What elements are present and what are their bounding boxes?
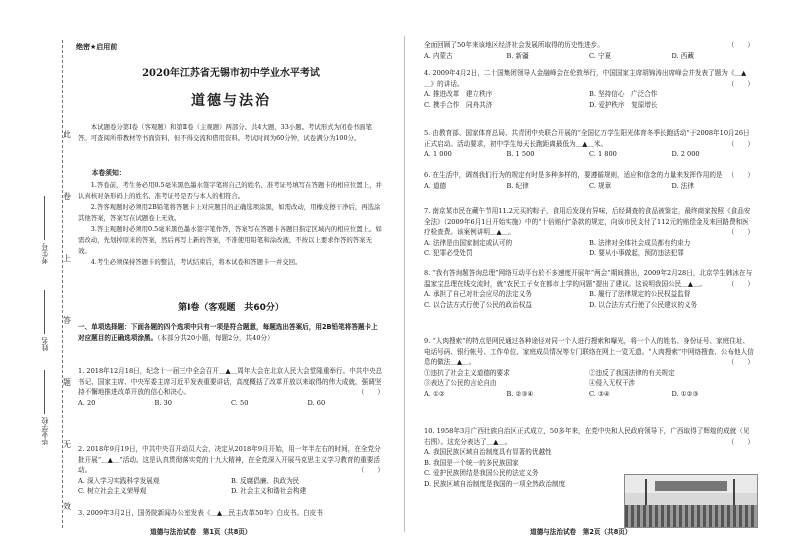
notice-item: 2.答客观题时必须用2B铅笔将答题卡上对应题目的正确选项涂黑，如需改动，用橡皮擦干净后，再选涂其他答案，答案写在试题卷上无效。 [78, 203, 381, 222]
option-d[interactable]: D. 60 [307, 398, 326, 407]
statement-3: ③表达了公民的言论自由 [424, 379, 497, 388]
statement-list [424, 368, 754, 389]
notice-list [78, 180, 384, 268]
page-divider [404, 36, 405, 532]
option-a[interactable]: A. 内蒙古 [424, 51, 453, 60]
question-stem: 2. 2018年9月19日，中共中央召开动员大会，决定从2018年9月开始，用一年半左右的时间，在全党分批开展“＿▲＿”活动。这是认真贯彻落实党的十九大精神，在全党深入开展马克思主义学习教育的重要活动。 （ ） [78, 445, 384, 475]
option-d[interactable]: D. 法律 [671, 181, 694, 190]
option-list [78, 398, 384, 409]
question-stem: 9. “人肉搜索”的特点是网民通过各种途径对同一个人进行搜索和曝光，将一个人的姓名、身份证号、家庭住址、电话号码、银行帐号、工作单位、家庭成员情况等专门联络在网上一览无遗。“人肉搜索”中网络搜查、公布他人信息的做法＿▲＿。 （ ） [424, 337, 754, 367]
binding-char: 题 [63, 378, 71, 387]
question-stem: 4. 2009年4月2日，二十国集团领导人金融峰会在伦敦举行，中国国家主席胡锦涛出席峰会并发表了题为《＿▲＿》的讲话。 （ ） [424, 69, 754, 88]
option-d[interactable]: D. 爱护秩序 复原增长 [589, 100, 658, 109]
question-stem: 3. 2009年3月2日，国务院新闻办公室发表《＿▲＿民主改革50年》白皮书。白皮书 [78, 509, 323, 517]
option-b[interactable]: B. 反腐倡廉、执政为民 [231, 476, 300, 485]
question-stem: 6. 在生活中，调剂我们行为的规定有时是多种多样的，要遵循规则，适应和信念的力量来发挥作用的是 （ ） [424, 171, 754, 179]
question-stem: 8. “我有答询题答询总理”网络互动平台於不多速度开展年“两会”期间推出，2009年2月28日，北京学生韩冰在与温家宝总理在线交流时，就“农民工子女在都市上学的问题”提出了建议。这说明我国公民＿▲＿。 （ ） [424, 269, 754, 288]
question-4 [424, 68, 754, 110]
school-label: 毕业学校 [41, 417, 49, 445]
binding-char: 答 [63, 316, 71, 325]
part-instructions [78, 322, 384, 344]
option-b[interactable]: B. 新疆 [506, 51, 529, 60]
option-b[interactable]: B. ②③④ [506, 389, 534, 398]
question-2 [78, 444, 384, 497]
question-3 [78, 508, 384, 519]
question-1 [78, 366, 384, 408]
option-b[interactable]: B. 我国是一个统一的多民族国家 [424, 458, 519, 467]
option-d[interactable]: D. 西藏 [671, 51, 694, 60]
option-list [424, 149, 754, 160]
question-9 [424, 336, 754, 400]
option-c[interactable]: C. 规章 [589, 181, 612, 190]
answer-bracket[interactable]: （ ） [727, 41, 754, 49]
statement-1: ①违抗了社会主义道德的要求 [424, 368, 510, 377]
answer-bracket[interactable]: （ ） [727, 228, 754, 237]
option-a[interactable]: A. 推进改革 建立秩序 [424, 90, 493, 99]
exam-title: 2020年江苏省无锡市初中学业水平考试 [142, 68, 320, 79]
notice-item: 4.考生必须保持答题卡的整洁，考试结束后，将本试卷和答题卡一并交回。 [90, 258, 302, 266]
answer-bracket[interactable]: （ ） [727, 171, 754, 179]
section-title: 第Ⅰ卷（客观题 共60分） [178, 303, 284, 313]
guangxi-photo [624, 474, 758, 528]
notice-heading: 本卷须知： [91, 169, 126, 177]
option-c[interactable]: C. 宁夏 [589, 51, 612, 60]
candidate-number-label: 考生号 [41, 243, 49, 264]
option-a[interactable]: A. 法律是由国家制定或认可的 [424, 238, 513, 247]
option-c[interactable]: C. 携手合作 同舟共济 [424, 100, 493, 109]
option-c[interactable]: C. ③④ [589, 389, 610, 398]
option-list [424, 181, 754, 192]
option-c[interactable]: C. 以合法方式行使了公民的政治权益 [424, 300, 532, 309]
question-stem: 5. 由教育部、国家体育总局、共青团中央联合开展的“全国亿万学生阳光体育冬季长跑活动”于2008年10月26日正式启动。活动要求，初中学生每天长跑距离最低为＿▲＿米。 （ ） [424, 129, 754, 148]
subject-title: 道德与法治 [191, 93, 271, 109]
option-b[interactable]: B. 纪律 [506, 181, 529, 190]
exam-intro-text: 本试题卷分第Ⅰ卷（客观题）和第Ⅱ卷（主观题）两部分。共4大题，33小题。考试形式为闭卷书面笔答。可查阅所带教材等书面资料，但不得交流和借用资料。考试时间为60分钟，试卷满分为100分。 [78, 123, 372, 142]
option-d[interactable]: D. 民族区域自治制度是我国的一项全然政治制度 [424, 479, 566, 488]
question-stem: 7. 南京某市民在藏午节用11.2元买的粽子，食用后发现有异味，后经调查的食品被鉴定，最终商家按照《食品安全法》（2009年6月1日开始实施）中的“十倍赔付”条款的规定，向该市民支付了112元的赔偿金及来回路费和医疗检查费。该案例讲明＿▲＿。 （ ） [424, 207, 754, 237]
option-list [424, 447, 620, 489]
binding-char: 无 [63, 440, 71, 449]
name-label: 姓名 [41, 337, 49, 351]
option-c[interactable]: C. 50 [231, 398, 249, 407]
answer-bracket[interactable]: （ ） [357, 466, 384, 475]
option-list [424, 238, 754, 259]
question-5 [424, 128, 754, 160]
option-b[interactable]: B. 坚持信心 广泛合作 [589, 90, 658, 99]
option-list [424, 89, 754, 110]
option-a[interactable]: A. 我国民族区域自治制度具有显著的优越性 [424, 448, 552, 457]
binding-char: 卷 [63, 192, 71, 201]
binding-char: 效 [63, 502, 71, 511]
footer-page-2: 道德与法治试卷 第2页（共8页） [530, 528, 632, 536]
option-b[interactable]: B. 法律对全体社会成员都有约束力 [589, 238, 691, 247]
answer-bracket[interactable]: （ ） [357, 388, 384, 397]
option-d[interactable]: D. 社会主义和谐社会构建 [231, 487, 307, 496]
answer-bracket[interactable]: （ ） [727, 358, 754, 367]
notice-item: 3.答主观题时必须用0.5毫米黑色墨水签字笔作答，答案写在答题卡各题目指定区域内的相应位置上。如需改动，先划掉原来的答案，然后再写上新的答案，不准使用铅笔和涂改液，不按以上要求作答的答案无效。 [78, 225, 382, 255]
answer-bracket[interactable]: （ ） [727, 79, 754, 88]
notice-item: 1.答卷前，考生务必用0.5毫米黑色墨水签字笔将自己的姓名、准考证号填写在答题卡的相应位置上，并认真核对条形码上的姓名、准考证号是否与本人的相符合。 [78, 181, 382, 200]
option-list [424, 289, 754, 310]
answer-bracket[interactable]: （ ） [727, 437, 754, 446]
part-instructions-bold: 一、单项选择题：下面各题的四个选项中只有一项是符合题意，每题选出答案后，用2B铅笔将答题卡上对应题目的正确选项涂黑。 [78, 323, 378, 342]
option-a[interactable]: A. 深入学习实践科学发展观 [78, 476, 160, 485]
question-8 [424, 268, 754, 310]
part-instructions-note: （本部分共20小题，每题2分，共40分） [157, 334, 274, 342]
option-b[interactable]: B. 履行了法律规定的公民权益监督 [589, 290, 691, 299]
question-3-cont [424, 40, 754, 61]
option-b[interactable]: B. 30 [154, 398, 172, 407]
name-field[interactable] [40, 290, 50, 351]
option-list [78, 476, 384, 497]
option-list [424, 51, 754, 62]
statement-4: ④侵入无权干涉 [589, 379, 636, 388]
option-list [424, 389, 754, 400]
option-a[interactable]: A. ①② [424, 389, 445, 398]
option-c[interactable]: C. 树立社会主义荣辱观 [78, 487, 147, 496]
binding-char: 此 [63, 130, 71, 139]
answer-bracket[interactable]: （ ） [727, 139, 754, 148]
confidential-mark: 绝密★启用前 [76, 43, 118, 51]
question-stem: 全面回顾了50年来该地区经济社会发展所取得的历史性进步。 （ ） [424, 41, 754, 49]
question-stem: 1. 2018年12月18日，纪念十一届三中全会召开＿▲＿周年大会在北京人民大会堂隆重举行。中共中央总书记、国家主席、中央军委主席习近平发表重要讲话，高度概括了改革开放以来取得的伟大成就，强调坚持不懈地推进改革开放的信心和决心。 （ ） [78, 367, 384, 397]
option-a[interactable]: A. 承担了自己对社会应尽的法定义务 [424, 290, 532, 299]
footer-page-1: 道德与法治试卷 第1页（共8页） [150, 528, 252, 536]
question-6 [424, 170, 754, 191]
option-d[interactable]: D. 要从小事做起，预防违法犯罪 [589, 249, 684, 258]
option-d[interactable]: D. 以合法方式行使了公民建议的义务 [589, 300, 698, 309]
option-c[interactable]: C. 1 800 [589, 150, 617, 159]
answer-bracket[interactable]: （ ） [727, 279, 754, 288]
option-a[interactable]: A. 1 000 [424, 150, 452, 159]
question-7 [424, 206, 754, 259]
statement-2: ②违反了我国法律的有关规定 [589, 368, 675, 377]
school-field[interactable] [40, 370, 50, 445]
option-a[interactable]: A. 20 [78, 398, 96, 407]
option-c[interactable]: C. 爱护民族团结是我国公民的法定义务 [424, 469, 539, 478]
option-b[interactable]: B. 1 500 [506, 150, 535, 159]
option-d[interactable]: D. ①②③ [671, 389, 699, 398]
question-stem: 10. 1958年3月广西壮族自治区正式成立，50多年来，在党中央和人民政府领导下，广西取得了辉煌的成就（见右图）。这充分表达了＿▲＿。 （ ） [424, 427, 754, 446]
option-a[interactable]: A. 道德 [424, 181, 447, 190]
option-c[interactable]: C. 犯罪必受处罚 [424, 249, 473, 258]
binding-char: 上 [63, 254, 71, 263]
binding-line [62, 40, 63, 528]
exam-intro [78, 122, 384, 144]
option-d[interactable]: D. 2 000 [671, 150, 700, 159]
candidate-number-field[interactable] [40, 196, 50, 264]
